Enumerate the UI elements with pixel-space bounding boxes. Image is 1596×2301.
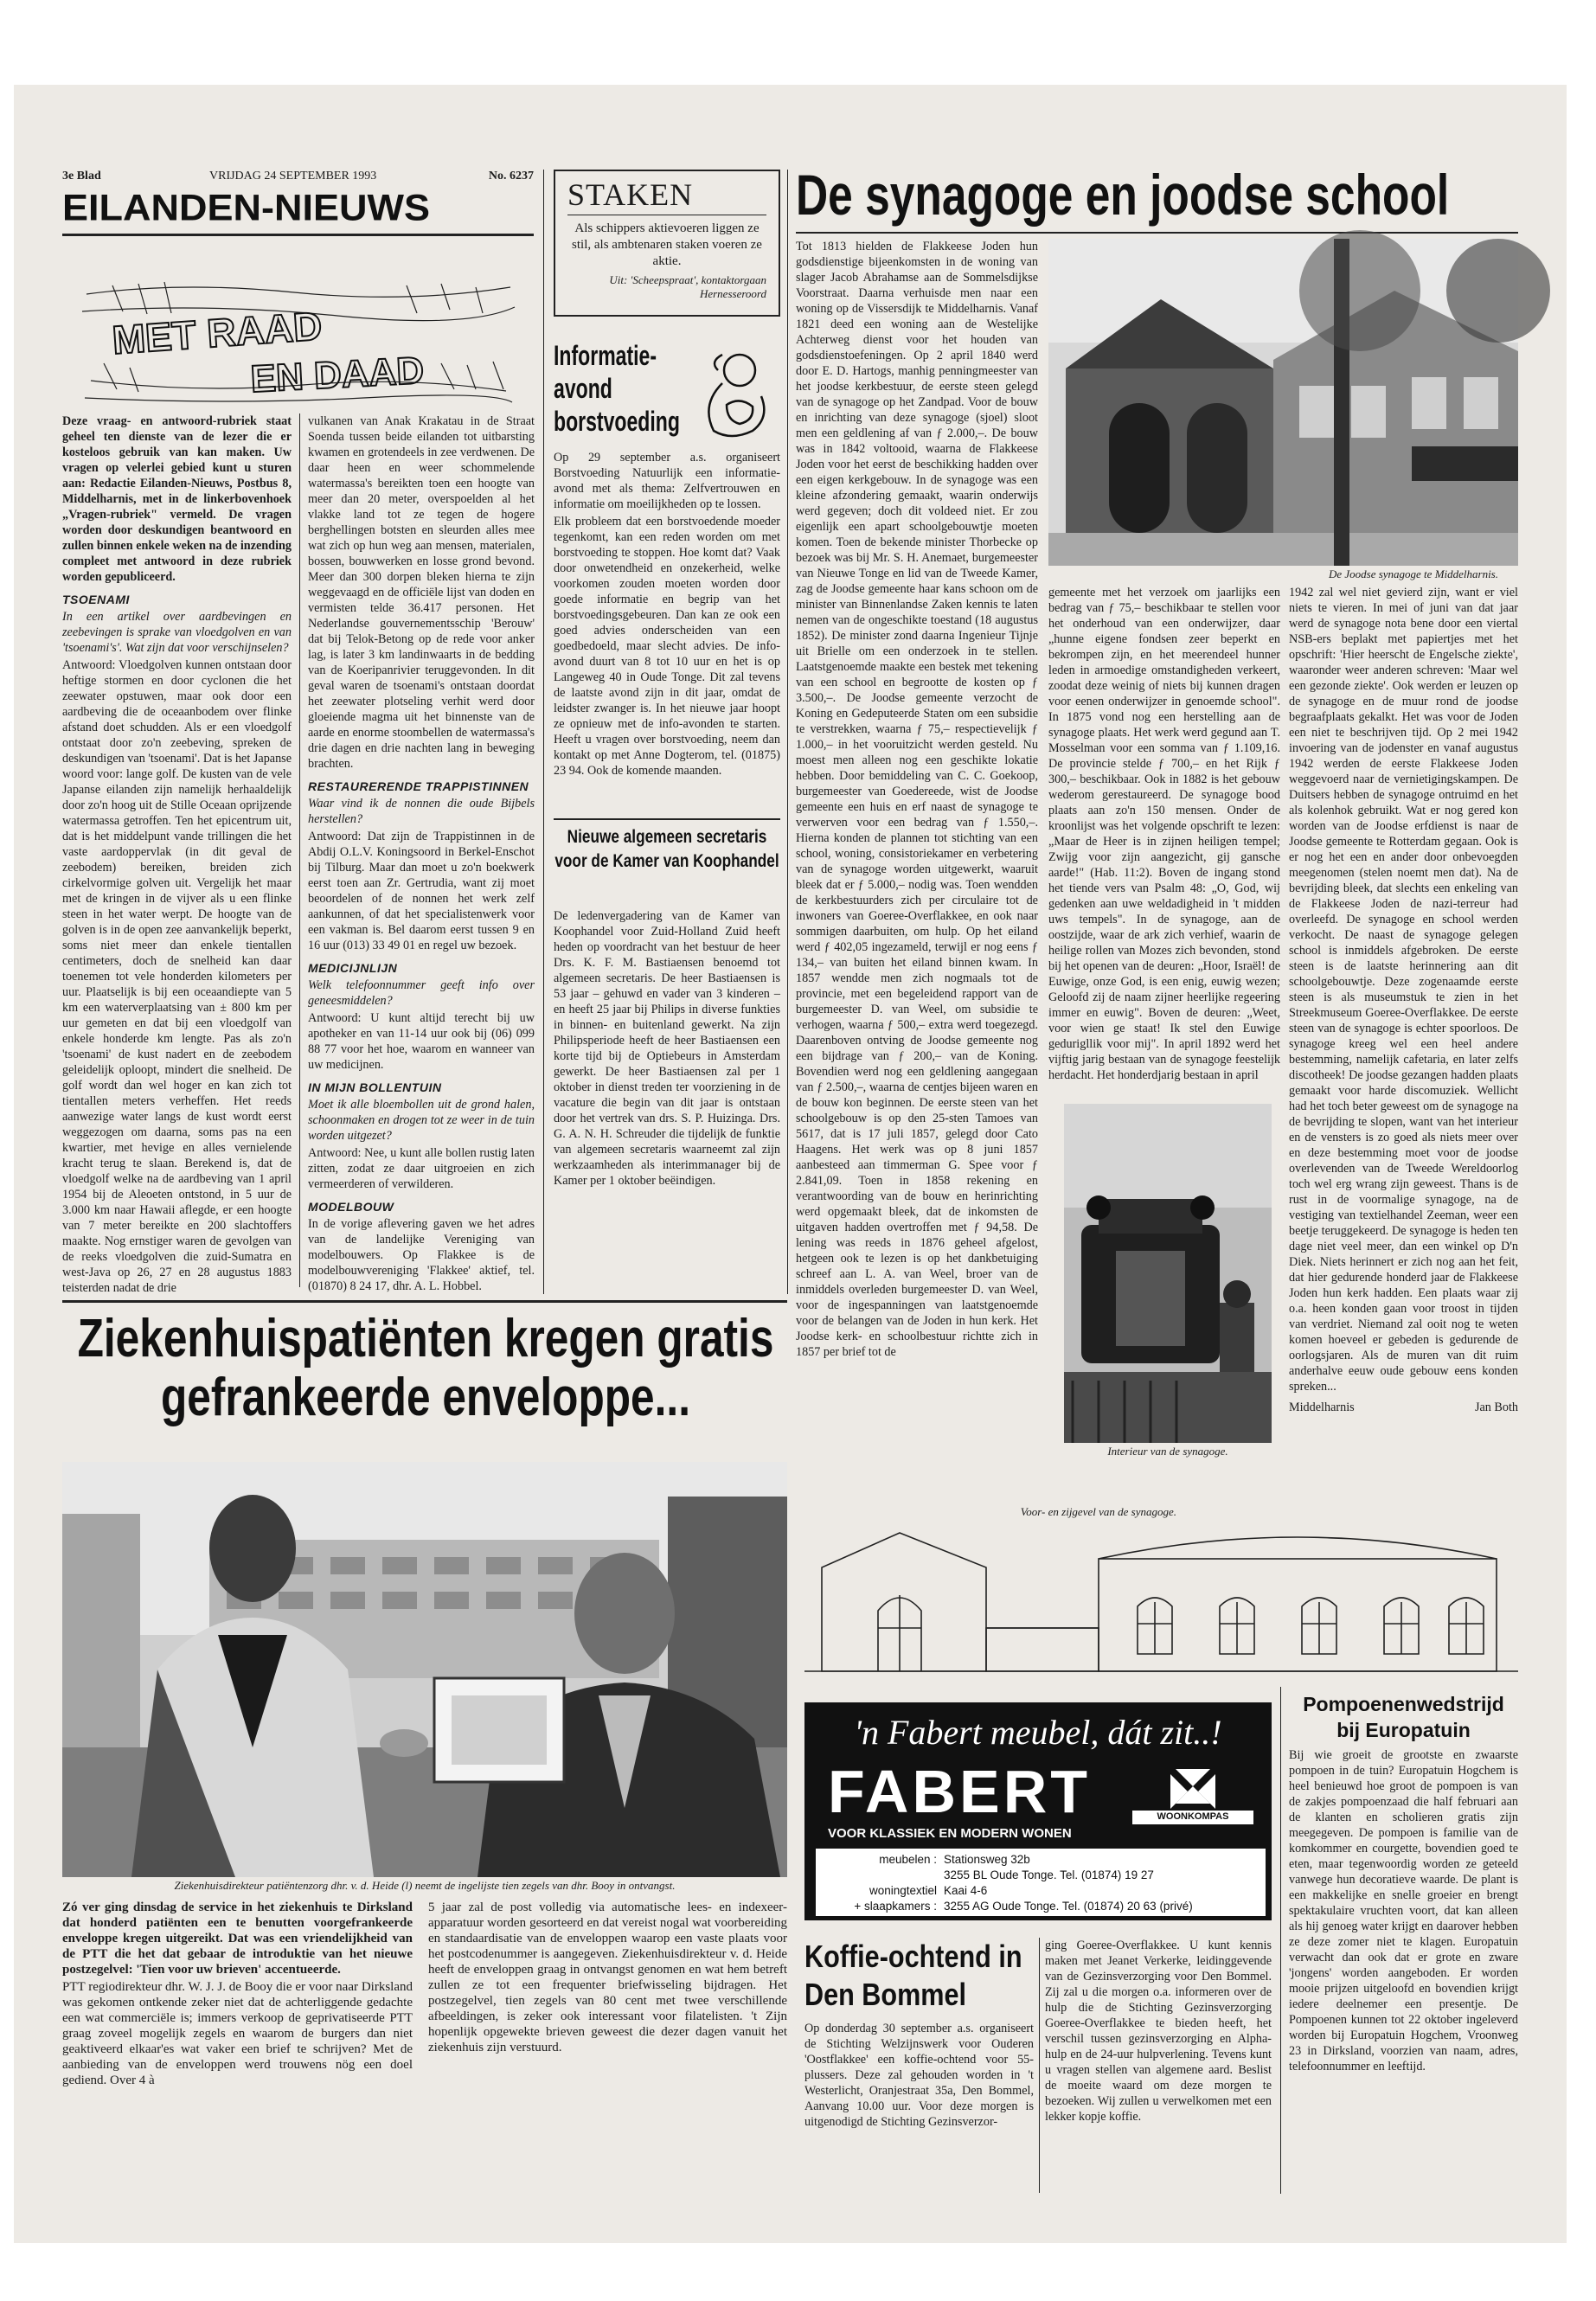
issue-number: No. 6237	[488, 170, 534, 183]
info-title-text: Informatie-avond borstvoeding	[554, 340, 680, 437]
fabert-ad	[804, 1702, 1272, 1920]
staken-box	[554, 170, 780, 317]
synagoge-col2	[1048, 585, 1280, 1082]
info-text: Elk probleem dat een borstvoedende moeder tegenkomt, kan een reden worden om met borstvoeding te stoppen. Hoe komt dat? Vaak door onwetendheid en onzekerheid, welke voorkomen zouden moeten worden door goede informatie en begrip van het borstvoedingsgebeuren. Dan kan ze ook een goed advies onderscheiden van een goedbedoeld, maar slecht advies. De info-avond duurt van 8 tot 10 uur en het is op Langeweg 40 in Oude Tonge. Dit zal tevens de laatste avond zijn in dit jaar, omdat de leidster zwanger is. In het nieuwe jaar hoopt ze opnieuw met de info-avonden te starten. Heeft u vragen over borstvoeding, neem dan kontakt op met Anne Dogterom, tel. (01875) 23 94. Ook de komende maanden.	[554, 515, 780, 778]
masthead-title: EILANDEN-NIEUWS	[62, 186, 430, 228]
bollentuin-answer: Antwoord: Nee, u kunt alle bollen rustig laten zitten, zodat ze daar uitgroeien en zich vermeerderen of verwilderen.	[308, 1146, 535, 1191]
middle-right-divider	[787, 170, 788, 1294]
synagoge-col3	[1289, 585, 1518, 1510]
zieken-photo	[62, 1462, 787, 1877]
fabert-brand: FABERT	[828, 1758, 1091, 1825]
kamer-body	[554, 908, 780, 1293]
elevation-drawing	[804, 1516, 1518, 1678]
medicijn-question: Welk telefoonnummer geeft info over geneesmiddelen?	[308, 978, 535, 1008]
pompoen-text: Bij wie groeit de grootste en zwaarste pompoen in de tuin? Europatuin Hogchem is heel benieuwd hoe groot de pompoen is van de zakjes pompoenzaad die half februari aan de klanten en scholieren gratis zijn meegegeven. De pompoen is familie van de komkommer en courgette, bovendien goed te eten, maar tegenwoordig worden ze geteeld vanwege hun decoratieve waarde. De plant is een makkelijke en snelle groeier en brengt spektakulaire vruchten voort, dat kan alleen als hij genoeg water krijgt en daarover hebben ze deze zomer niet te klagen. Europatuin verwacht dan ook dat er grote en zware 'jongens' worden aangeboden. Er worden mooie prijzen uitgeloofd en bovendien krijgt iedere deelnemer een presentje. De Pompoenen kunnen tot 22 oktober ingeleverd worden bij Europatuin Hogchem, Vroonweg 23 in Dirksland, voorzien van naam, adres, telefoonnummer en leeftijd.	[1289, 1748, 1518, 2073]
modelbouw-heading: MODELBOUW	[308, 1200, 394, 1214]
zieken-lead: Zó ver ging dinsdag de service in het ziekenhuis te Dirksland dat honderd patiënten een te benutten voorgefrankeerde enveloppe kregen uitgereikt. Dat was een vriendelijkheid van de PTT die het dat gebaar de introduktie van het nieuwe postzegelvel: 'Tien voor uw brieven' accentueerde.	[62, 1900, 413, 1977]
kamer-title-text: Nieuwe algemeen secretaris voor de Kamer van Koophandel	[554, 827, 779, 871]
fabert-badge	[1132, 1764, 1253, 1826]
zieken-text-2: 5 jaar zal de post volledig via automatische lees- en indexeer-apparatuur worden gesorteerd en dat vereist nogal wat voorbereiding en standaardisatie van de enveloppen waarop een vaste plaats voor het postcodenummer is aangegeven. Ziekenhuisdirekteur v. d. Heide heeft de enveloppen graag in ontvangst genomen en wat hem betreft zullen ze tot een frequenter briefwisseling bijdragen. Het postzegelvel, tien zegels van 80 cent met twee verschillende afbeeldingen, is zeker ook interessant voor filatelisten. 't Zijn hopenlijk opgewekte brieven geweest die dezer dagen vanuit het ziekenhuis zijn verstuurd.	[428, 1900, 787, 2054]
masthead	[62, 170, 534, 230]
info-body	[554, 450, 780, 813]
section-label: 3e Blad	[62, 170, 101, 183]
raad-col1	[62, 413, 292, 1296]
info-kamer-rule	[554, 818, 780, 820]
tsoenami-answer-2: vulkanen van Anak Krakatau in de Straat Soenda tussen beide eilanden tot uitbarsting kwamen en grotendeels in zee verdwenen. De daar heen en weer schommelende watermassa's bereikten toen een hoogte van meer dan 20 meter, overspoelden al het vlakke land tot ze tegen de hogere berghellingen botsten en sleurden alles mee wat zich op hun weg aan mensen, materialen, bossen, bouwwerken en losse grond bevond. Meer dan 300 dorpen bleken hierna te zijn weggevaagd en de officiële lijst van doden en vermisten telde 36.417 personen. Het Nederlandse gouvernementsschip 'Berouw' dat bij Telok-Betong op de rede voor anker lag, is later 3 km landinwaarts in de bedding van de Koeripanrivier teruggevonden. In dit geval waren de tsoenami's ontstaan doordat het zeewater plotseling verhit werd door gloeiende magma uit het binnenste van de aarde en enorme stoombellen de watermassa's drie dagen en drie nachten lang in beweging brachten.	[308, 414, 535, 771]
tsoenami-question: In een artikel over aardbevingen en zeebevingen is sprake van vloedgolven en van 'tsoenami's'. Wat zijn dat voor verschijnselen?	[62, 610, 292, 655]
bollentuin-heading: IN MIJN BOLLENTUIN	[308, 1080, 442, 1094]
fabert-row-value: 3255 BL Oude Tonge. Tel. (01874) 19 27	[944, 1868, 1154, 1881]
koffie-col2	[1045, 1938, 1272, 2194]
fabert-row-value: Stationsweg 32b	[944, 1853, 1030, 1866]
zieken-col2	[428, 1900, 787, 2194]
info-lead-text: Op 29 september a.s. organiseert Borstvoeding Natuurlijk een informatie-avond met als thema: Zelfvertrouwen en informatie om moeilijkheden op te lossen.	[554, 451, 780, 511]
fabert-row-value: Kaai 4-6	[944, 1884, 988, 1897]
trappist-answer: Antwoord: Dat zijn de Trappistinnen in de Abdij O.L.V. Koningsoord in Berkel-Enschot bij Tilburg. Maar dan moet u zo'n boekwerk eerst toen aan Zr. Gertrudia, want zij moet beoordelen of de nonnen het werk zelf aankunnen, of dat het specialistenwerk voor een vakman is. Bel daarom eerst tussen 9 en 16 uur (013) 33 49 01 en regel uw bezoek.	[308, 830, 535, 952]
pompoen-title: Pompoenenwedstrijd bij Europatuin	[1303, 1693, 1504, 1741]
zieken-photo-caption: Ziekenhuisdirekteur patiëntenzorg dhr. v. d. Heide (l) neemt de ingelijste tien zegels van dhr. Booy in ontvangst.	[174, 1879, 676, 1892]
fabert-row-label: + slaapkamers :	[854, 1900, 937, 1913]
zieken-text-1: PTT regiodirekteur dhr. W. J. J. de Booy die er voor naar Dirksland was gekomen ontkende zeker niet dat de achterliggende gedachte een wat commerciële is; immers verkoop de geprivatiseerde PTT graag zoveel mogelijk zegels en waarom de burgers dan niet geaktiveerd elkaar'es wat vaker een brief te schrijven? Met de aanbieding van de enveloppen werd trouwens nög een doel gediend. Over 4 à	[62, 1980, 413, 2087]
raad-logo-art	[78, 277, 519, 407]
staken-text: Als schippers aktievoeren liggen ze stil, als ambtenaren staken voeren ze aktie.	[572, 221, 762, 268]
interior-photo-caption: Interieur van de synagoge.	[1107, 1445, 1228, 1458]
svg-text:EN DAAD: EN DAAD	[249, 349, 426, 401]
bollentuin-question: Moet ik alle bloembollen uit de grond halen, schoonmaken en drogen tot ze weer in de tuin worden uitgezet?	[308, 1098, 535, 1143]
zieken-title-2: gefrankeerde enveloppe...	[161, 1368, 690, 1427]
koffie-divider	[1039, 1938, 1040, 2193]
synagoge-text-2: gemeente met het verzoek om jaarlijks een bedrag van ƒ 75,– beschikbaar te stellen voor het onderhoud van een onderwijzer, daar „hunne eigene fondsen zeer beperkt en bekrompen zijn, en het meerendeel hunner leden in armoedige omstandigheden verkeert, zoodat deze weinig of niets bij kunnen dragen voor eenen onderwijzer in genoemde school". In 1875 vond nog een herstelling aan de synagoge plaats. Het werk werd gegund aan T. Mosselman voor een somma van ƒ 1.109,16. De provincie stelde ƒ 700,– en het Rijk ƒ 300,– beschikbaar. Ook in 1882 is het gebouw wederom gerestaureerd. De synagoge bood plaats aan zo'n 150 mensen. Onder de kroonlijst was het volgende opschrift te lezen: „Maar de Heer is in zijnen heiligen tempel; Zwijg voor zijn aangezicht, gij gansche aarde!" (Hab. 11:2). Boven de ingang stond het tiende vers van Psalm 48: „O, God, wij gedenken aan uwe weldadigheid in 't midden uws tempels". In de synagoge, aan de oostzijde, waar de ark zich verhief, waarin de heilige rollen van Mozes zich bevonden, stond bij het openen van de deuren: „Hoor, Israël! de Euwige, onze God, is een enig, euwig wezen; Geloofd zij de naam zijner heerlijke regeering immer en euwig". Boven de deuren: „Weet, voor wien ge staat! Ik stel den Euwige gedurigllik voor mij". In april 1892 werd het vijftig jarig bestaan van de synagoge feestelijk herdacht. Het honderdjarig bestaan in april	[1048, 586, 1280, 1082]
synagoge-title-rule	[796, 232, 1518, 234]
trappist-question: Waar vind ik de nonnen die oude Bijbels herstellen?	[308, 797, 535, 826]
tsoenami-answer-1: Antwoord: Vloedgolven kunnen ontstaan door heftige stormen en door cyclonen die het zeewater opstuwen, maar ook door een aardbeving die de oceaanbodem over flinke afstand doet schudden. Als er een vloedgolf ontstaat door zo'n zeebeving, spreken de deskundigen van 'tsoenami'. Dat is het Japanse woord voor: lange golf. De kusten van de vele Japanse eilanden zijn namelijk herhaaldelijk door zo'n hoog uit de Stille Oceaan oprijzende watermassa getroffen. Ten het epicentrum uit, dat is het middelpunt vande trillingen die het vaste aardoppervlak (in dit geval de zeebodem) bereiken, breiden zich cirkelvormige golven uit. Vergelijk het maar met de kringen in de vijver als u een flinke steen in het water werpt. De hoogte van de golven is in de open zee aanvankelijk beperkt, soms niet meer dan enkele tientallen centimeters, doch de snelheid kan daar toenemen tot vele honderden kilometers per uur. Plaatselijk is bij een oceaandiepte van 5 km een waterverplaatsing van ± 800 km per uur gemeten en dat bij een vloedgolf van enkele honderde km lengte. Pas als zo'n 'tsoenami' de kust nadert en de zeebodem geleidelijk oploopt, mindert die snelheid. De golf wordt dan wel hoger en kan zich tot tientallen meters verheffen. Het reeds aanwezige water langs de kust wordt eerst weggezogen om daarna, soms pas na een kwartier, met hevige en alles vernielende kracht terug te slaan. Berekend is, dat de vloedgolf welke na de aardbeving van 1 april 1954 bij de Aleoeten ontstond, in 5 uur de 3.000 km naar Hawaii aflegde, er een hoogte van 7 meter bereikte en 200 slachtoffers maakte. Nog ernstiger waren de gevolgen van de reeks vloedgolven die zuid-Sumatra en west-Java op 26, 27 en 28 augustus 1883 teisterden nadat de drie	[62, 658, 292, 1295]
trappist-heading: RESTAURERENDE TRAPPISTINNEN	[308, 779, 529, 793]
fabert-row	[823, 1899, 1259, 1914]
left-middle-divider	[543, 170, 544, 1294]
fabert-row	[823, 1883, 1259, 1899]
tsoenami-heading: TSOENAMI	[62, 593, 130, 606]
synagoge-author: Jan Both	[1474, 1400, 1518, 1414]
fabert-row-label: woningtextiel	[869, 1884, 937, 1897]
raad-col-divider	[299, 413, 300, 1287]
synagoge-place: Middelharnis	[1289, 1400, 1355, 1414]
pompoen-body	[1289, 1747, 1518, 2194]
koffie-title: Koffie-ochtend in Den Bommel	[804, 1939, 1022, 2012]
modelbouw-answer: In de vorige aflevering gaven we het adres van de landelijke Vereniging van modelbouwers. Op Flakkee is de modelbouwvereniging 'Flakkee' aktief, tel. (01870) 8 24 17, dhr. A. L. Hobbel.	[308, 1217, 535, 1293]
kamer-text: De ledenvergadering van de Kamer van Koophandel voor Zuid-Holland Zuid heeft heden op voordracht van het bestuur de heer Drs. K. F. M. Bastiaensen benoemd tot algemeen secretaris. De heer Bastiaensen is 53 jaar – gehuwd en vader van 3 kinderen – en heeft 25 jaar bij Philips in diverse funkties in binnen- en buitenland gewerkt. Na zijn Philipsperiode heeft de heer Bastiaensen een korte tijd bij de Optiebeurs in Amsterdam gewerkt. De heer Bastiaensen zal per 1 oktober in dienst treden ter voorziening in de vacature die begin van dit jaar is ontstaan door het vertrek van drs. S. P. Huizinga. Drs. G. A. N. H. Schreuder die tijdelijk de funktie van algemeen secretaris waarneemt zal zijn werkzaamheden als interimmanager bij de Kamer per 1 oktober beëindigen.	[554, 909, 780, 1188]
synagoge-photo-caption: De Joodse synagoge te Middelharnis.	[1328, 567, 1498, 580]
medicijn-heading: MEDICIJNLIJN	[308, 961, 398, 975]
info-title	[554, 339, 692, 438]
synagoge-text-1: Tot 1813 hielden de Flakkeese Joden hun godsdienstige bijeenkomsten in de woning van slager Jacob Abrahamse aan de Sommelsdijkse Voorstraat. Daarna verhuisde men naar een woning op de Vissersdijk te Middelharnis. Vanaf 1821 deed een woning aan de Westelijke Achterweg dienst voor het houden van godsdienstoefeningen. Op 2 april 1840 werd door E. D. Hartogs, manhig penningmeester van het joodse kerkbestuur, de eerste steen gelegd van de synagoge op het Zandpad. Voor de bouw en inrichting van deze synagoge (sjoel) sloot men een geldlening af van ƒ 2.000,–. De bouw was in 1842 voltooid, waarna de Flakkeese Joden voor het eerst de beschikking hadden over een eigen kerkgebouw. In de synagoge was een kleine afzondering gemaakt, waarin onderwijs werd gegeven; doch dit voldeed niet. Er zou eigenlijk een apart schoolgebouwtje moeten komen. Toen de bekende minister Thorbecke op bezoek was bij Mr. S. H. Anemaet, burgemeester van Nieuwe Tonge en lid van de Tweede Kamer, zag de Joodse gemeente haar kans schoon om de minister van Binnenlandse Zaken kennis te laten nemen van de ongeschikte toestand (18 augustus 1852). De minister zond daarna Ingenieur Tijnje uit Brielle om een onderzoek in te stellen. Laatstgenoemde maakte een bestek met tekening van een school en begrootte de kosten op ƒ 3.500,–. De Joodse gemeente verzocht de Koning en Gedeputeerde Staten om een subsidie te verstrekken, waarna ƒ 75,– respectievelijk ƒ 1.000,– in het vooruitzicht werden gesteld. Nu moest men alleen nog een geschikte lokatie hebben. Door bemiddeling van C. C. Goekoop, burgemeester van Goedereede, wist de Joodse gemeente een huis en erf naast de synagoge te verwerven voor een bedrag van ƒ 1.550,–. Hierna konden de plannen tot stichting van een school, woning, consistoriekamer en verbetering van de synagoge worden uitgewerkt, waaruit bleek dat er ƒ 5.000,– nodig was. Toen wendden de kerkbestuurders zich per circulaire tot de inwoners van Goeree-Overflakkee, en ook naar sommigen daarbuiten, om hulp. Op het eiland werd ƒ 402,05 ingezameld, terwijl er nog eens ƒ 134,– van buiten het eiland binnen kwam. In 1857 wendde men zich nogmaals tot de provincie, met een begeleidend rapport van de burgemeester D. van Weel, om subsidie te verhogen, waarna ƒ 500,– extra werd toegezegd. Daarenboven ontving de Joodse gemeente nog een bijdrage van ƒ 200,– van de Koning. Bovendien werd nog een geldlening aangegaan van ƒ 2.500,–, waarna de centjes bijeen waren en de bouw kon beginnen. De eerste steen van het schoolgebouw is op den 25-sten Tamoes van 5617, dat is 17 juli 1857, gelegd door Cato Haagens. Het werk was op 8 juni 1857 aanbesteed aan timmerman G. Spee voor ƒ 2.841,09. Toen in 1858 rekening en verantwoording van de bouw en herinrichting werd opgemaakt bleek, dat de inkomsten de uitgaven hadden overtroffen met ƒ 94,58. De lening was reeds in 1876 geheel afgelost, hetgeen ook te lezen is op het dankbetuiging schreef aan L. A. van Weel, broer van de inmiddels overleden burgemeester D. van Weel, voor de ingespanningen van laatstgenoemde voor de belangen van de Joden in hun kerk. Het Joodse kerk- en schoolbestuur richtte zich in 1857 per brief tot de	[796, 240, 1038, 1359]
zieken-title-1: Ziekenhuispatiënten kregen gratis	[77, 1309, 774, 1368]
masthead-rule	[62, 234, 534, 236]
zieken-top-rule	[62, 1300, 787, 1303]
mother-baby-icon	[692, 344, 774, 444]
raad-intro: Deze vraag- en antwoord-rubriek staat geheel ten dienste van de lezer die er kosteloos gebruik van kan maken. Uw vragen op velerlei gebied kunt u sturen aan: Redactie Eilanden-Nieuws, Postbus 8, Middelharnis, met in de linkerbovenhoek „Vragen-rubriek" vermeld. De vragen worden door deskundigen beantwoord en zullen binnen enkele weken na de inzending compleet met antwoord in deze rubriek worden gepubliceerd.	[62, 414, 292, 584]
zieken-col1	[62, 1900, 413, 2194]
staken-title: STAKEN	[567, 177, 694, 212]
raad-logo	[78, 277, 519, 407]
medicijn-answer: Antwoord: U kunt altijd terecht bij uw apotheker en van 11-14 uur ook bij (06) 099 88 77 voor het hoe, waarom en wanneer van uw medicijnen.	[308, 1011, 535, 1072]
staken-source: Uit: 'Scheepspraat', kontaktorgaan Hernesseroord	[609, 273, 766, 300]
fabert-badge-text: WOONKOMPAS	[1157, 1811, 1229, 1822]
pompoen-divider	[1280, 1687, 1281, 2194]
fabert-row	[823, 1868, 1259, 1883]
raad-col2	[308, 413, 535, 1296]
fabert-row	[823, 1852, 1259, 1868]
fabert-row-value: 3255 AG Oude Tonge. Tel. (01874) 20 63 (privé)	[944, 1900, 1193, 1913]
synagoge-title: De synagoge en joodse school	[796, 163, 1450, 227]
fabert-address	[816, 1849, 1266, 1916]
synagoge-text-3: 1942 zal wel niet gevierd zijn, want er viel niets te vieren. In mei of juni van dat jaar werd de synagoge nota bene door een viertal NSB-ers beplakt met papiertjes met het opschrift: 'Hier heerscht de Engelsche ziekte', waaronder weer anderen schreven: 'Maar wel een gezonde ziekte'. Ook werden er leuzen op de synagoge en de muur rond de joodse begraafplaats gekalkt. Het was voor de Joden een niet te beschrijven tijd. Op 2 mei 1942 invoering van de jodenster en vanaf augustus 1942 werden de eerste Flakkeese Joden weggevoerd naar de vernietigingskampen. De Duitsers hebben de synagoge ontruimd en het als kolenhok gebruikt. Wat er nog gered kon worden van de Joodse erfdienst is naar de Joodse gemeente te Rotterdam gegaan. Ook is er nog het een en ander door onbevoegden meegenomen (stelen noemt men dat). Na de bevrijding bleek, dat slechts een enkeling van de Flakkeese Joden de nazi-terreur had overleefd. De synagoge en school werden verkocht. De naast de synagoge gelegen school is inmiddels afgebroken. De eerste steen is de laatste herinnering aan dit schoolgebouwtje. Deze zogenaamde eerste steen is als museumstuk te zien in het Streekmuseum Goeree-Overflakkee. De eerste steen van de synagoge is echter spoorloos. De synagoge kreeg wel een heel andere bestemming, namelijk cafetaria, en later zelfs discotheek! De joodse gezangen hadden plaats gemaakt voor harde discomuziek. Wellicht had het toch beter geweest om de synagoge na de bevrijding te slopen, want van het interieur en de vensters is zo goed als niets meer over en deze bestemming moet voor de joodse overlevenden van de Tweede Wereldoorlog toch wel erg wrang zijn geweest. Thans is de rust in de voormalige synagoge, na de vestiging van textielhandel Zeeman, weer een beetje teruggekeerd. De synagoge is heden ten dage niet veel meer, dan een winkel op D'n Diek. Niets herinnert er zich nog aan het feit, dat hier gedurende honderd jaar de Flakkeese Joden hun kerk hadden. Een plaats waar zij o.a. heen konden gaan voor troost in tijden van verdriet. Niemand zal ooit nog te weten komen hoeveel er gebeden is gedurende de oorlogsjaren. Als de muren van dit ruim anderhalve eeuw oude gebouw eens konden spreken...	[1289, 586, 1518, 1394]
koffie-text-1: Op donderdag 30 september a.s. organiseert de Stichting Welzijnswerk voor Ouderen 'Oostflakkee' een koffie-ochtend voor 55-plussers. Deze zal gehouden worden in 't Westerlicht, Oranjestraat 35a, Den Bommel, Aanvang 10.00 uur. Voor deze morgen is uitgenodigd de Stichting Gezinsverzor-	[804, 2022, 1034, 2129]
info-lead	[554, 450, 780, 512]
kamer-title	[554, 825, 780, 874]
svg-text:MET RAAD: MET RAAD	[111, 303, 324, 363]
interior-photo	[1064, 1104, 1272, 1443]
koffie-text-2: ging Goeree-Overflakkee. U kunt kennis maken met Jeanet Verkerke, leidinggevende van de Gezinsverzorging voor Den Bommel. Zij zal u die morgen o.a. informeren over de hulp die de Stichting Gezinsverzorging Goeree-Overflakkee te bieden heeft, het verschil tussen gezinsverzorging en Alpha-hulp en de 24-uur hulpverlening. Tevens kunt u vragen stellen van algemene aard. Beslist de moeite waard om deze morgen te bezoeken. Wij zullen u verwelkomen met een lekker kopje koffie.	[1045, 1939, 1272, 2124]
fabert-tagline: 'n Fabert meubel, dát zit..!	[854, 1713, 1222, 1752]
fabert-sub: VOOR KLASSIEK EN MODERN WONEN	[828, 1826, 1072, 1841]
synagoge-byline	[1289, 1400, 1518, 1415]
masthead-date: VRIJDAG 24 SEPTEMBER 1993	[209, 170, 377, 183]
fabert-row-label: meubelen :	[879, 1853, 937, 1866]
koffie-col1	[804, 2021, 1034, 2194]
drawing-caption: Voor- en zijgevel van de synagoge.	[1020, 1505, 1176, 1518]
synagoge-photo	[1048, 239, 1518, 566]
